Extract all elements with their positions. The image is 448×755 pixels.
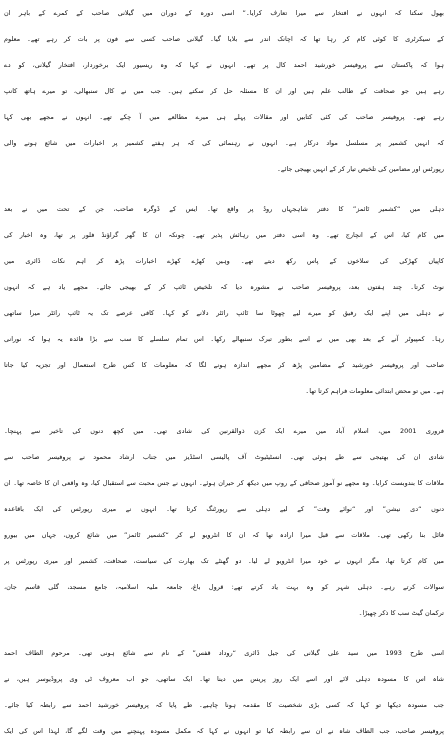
text-line: اسی طرح 1993 میں سید علی گیلانی کی جیل ڈائری “روداد قفس” کے نام سے شائع ہونی تھی۔ مرحوم الطاف احمد bbox=[4, 649, 444, 657]
paragraph bbox=[4, 0, 444, 182]
text-line: پروفیسر صاحب، جب الطاف شاہ نے ان سے رابطہ کیا تو انہوں نے کہا کہ مکمل مسودہ پہنچنے میں وقت لگے گا، لہذا اس کی ایک bbox=[4, 727, 444, 735]
text-line: جب مسودہ دیکھا تو کہا کہ کسی بڑی شخصیت کا مقدمہ ہونا چاہیے۔ طے پایا کہ پروفیسر خورشید احمد سے رابطہ کیا جائے۔ bbox=[4, 701, 444, 709]
text-line: نوٹ کرتا۔ چند ہفتوں بعد، پروفیسر صاحب نے مشورہ دیا کہ تلخیص ٹائپ کر کے بھیجی جائے۔ مجھے یاد ہے کہ انہوں bbox=[4, 283, 444, 291]
paragraph bbox=[4, 418, 444, 626]
text-line: رہا۔ کمپیوٹر آنے کے بعد بھی میں نے اسے بطور تبرک سنبھالے رکھا۔ اس تمام سلسلے کا سب سے بڑا فائدہ یہ ہوا کہ نورانی bbox=[4, 335, 444, 343]
text-line: دہلی میں “کشمیر ٹائمز” کا دفتر شاہجہاں روڈ پر واقع تھا۔ ایس کے ڈوگرہ صاحب، جن کے تحت میں نے بعد bbox=[4, 205, 444, 213]
text-line: ہوا کہ پاکستان سے پروفیسر خورشید احمد کال پر تھے۔ انہوں نے کہا کہ وہ ریسیور ایک برخوردار، افتخار گیلانی، کو دے bbox=[4, 61, 444, 69]
text-line: صاحب اور پروفیسر خورشید کے مضامین پڑھ کر مجھے اندازہ ہونے لگا کہ معلومات کا کس طرح استعمال اور تجزیہ کیا جاتا bbox=[4, 361, 444, 369]
text-line: میں کام کرتا تھا، مگر انہوں نے خود میرا انٹرویو لے لیا۔ دو گھنٹے تک بھارت کی سیاست، صحافت، کشمیر اور میری رپورٹس پر bbox=[4, 557, 444, 565]
paragraph bbox=[4, 640, 444, 744]
text-line: شاہ اس کا مسودہ دہلی لائے اور اسے ایک روز پریس میں دینا تھا۔ ایک ساتھی، جو اب معروف ٹی وی پروڈیوسر ہیں، نے bbox=[4, 675, 444, 683]
text-line: سوالات کرتے رہے۔ دہلی شہر کو وہ بہت یاد کرتے تھے: قرول باغ، جامعہ ملیہ اسلامیہ، جامع مسجد، گلی قاسم جان، bbox=[4, 583, 444, 591]
text-line: رہے تھے۔ پروفیسر صاحب کی کئی کتابیں اور مقالات پہلے ہی میرے مطالعے میں آ چکے تھے۔ انہوں نے مجھے بھی کہا bbox=[4, 113, 444, 121]
text-line: فروری 2001 میں، اسلام آباد میں میرے ایک کزن ذوالقرنین کی شادی تھی۔ میں کچھ دنوں کی تاخیر سے پہنچا۔ bbox=[4, 427, 444, 435]
text-line: کاپیاں کھڑکی کی سلاخوں کے پاس رکھ دیتے تھے۔ وہیں کھڑے کھڑے اخبارات پڑھ کر اہم نکات ڈائری میں bbox=[4, 257, 444, 265]
text-line: کہ انہیں کشمیر پر مسلسل مواد درکار ہے۔ انہوں نے رہنمائی کی کہ ہر ہفتے کشمیر پر اخبارات میں شائع ہونے والی bbox=[4, 139, 444, 147]
text-line: رہے ہیں جو صحافت کے طالب علم ہیں اور ان کا مسئلہ حل کر سکتے ہیں۔ جب میں نے کال سنبھالی، تو میرے ہاتھ کانپ bbox=[4, 87, 444, 95]
text-line: ہے۔ میں تو محض ابتدائی معلومات فراہم کرتا تھا۔ bbox=[305, 387, 444, 395]
text-line: نے دہلی میں اپنے ایک رفیق کو میرے لیے چھوٹا سا ٹائپ رائٹر دلانے کو کہا۔ کافی عرصے تک یہ ٹائپ رائٹر میرا ساتھی bbox=[4, 309, 444, 317]
text-line: ترکمان گیٹ سب کا ذکر چھیڑا۔ bbox=[358, 609, 444, 617]
text-line: بھول سکتا کہ انہوں نے افتخار سے میرا تعارف کرایا۔” اسی دورہ کے دوران میں گیلانی صاحب کے کمرے کے باہر ان bbox=[4, 9, 444, 17]
text-line: شادی ان کی بھتیجی سے طے ہوئی تھی۔ انسٹیٹیوٹ آف پالیسی اسٹڈیز میں جناب ارشاد محمود نے پروفیسر صاحب سے bbox=[4, 453, 444, 461]
text-line: رپورٹس اور مضامین کی تلخیص تیار کر کے انہیں بھیجی جائے۔ bbox=[277, 165, 444, 173]
text-line: ملاقات کا بندوبست کرایا۔ وہ مجھے نو آموز صحافی کے روپ میں دیکھ کر حیران ہوئے۔ انہوں نے جس محبت سے استقبال کیا، وہ واقعی ان کا خاصہ تھا۔ ان bbox=[4, 479, 444, 487]
text-line: فائل بنا رکھی تھی۔ ملاقات سے قبل میرا ارادہ تھا کہ ان کا انٹرویو لے کر “کشمیر ٹائمز” میں شائع کروں، جہاں میں بیورو bbox=[4, 531, 444, 539]
paragraph bbox=[4, 196, 444, 404]
text-line: میں کام کیا، اس کے انچارج تھے۔ وہ اسی دفتر میں رہائش پذیر تھے۔ چونکہ ان کا گھر گراؤنڈ فلور پر تھا، وہ اخبار کی bbox=[4, 231, 444, 239]
text-line: کے سیکرٹری کا کوئی کام کر رہا تھا کہ اچانک اندر سے بلایا گیا۔ گیلانی صاحب کسی سے فون پر بات کر رہے تھے۔ معلوم bbox=[4, 35, 444, 43]
text-line: دنوں “دی نیشن” اور “نوائے وقت” کے لیے دہلی سے رپورٹنگ کرتا تھا۔ انہوں نے میری رپورٹس کی ایک باقاعدہ bbox=[4, 505, 444, 513]
